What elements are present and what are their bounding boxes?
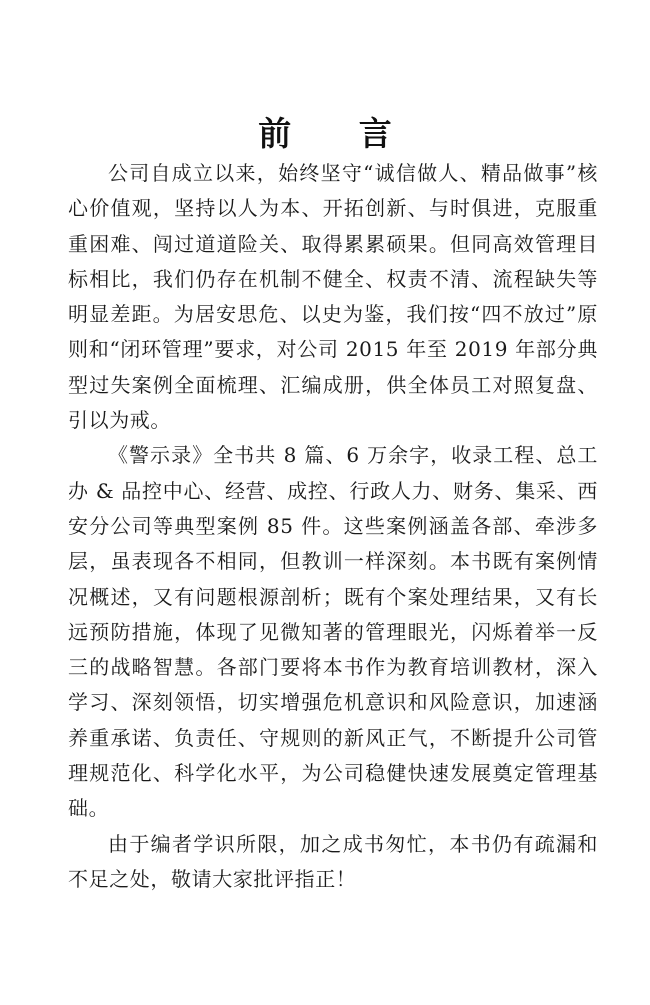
page-title: 前 言 [258,114,420,153]
paragraph-closing: 由于编者学识所限，加之成书匆忙，本书仍有疏漏和不足之处，敬请大家批评指正！ [68,831,598,891]
body-text [68,156,598,897]
paragraph-intro: 公司自成立以来，始终坚守“诚信做人、精品做事”核心价值观，坚持以人为本、开拓创新、与时俱进，克服重重困难、闯过道道险关、取得累累硕果。但同高效管理目标相比，我们仍存在机制不健全、权责不清、流程缺失等明显差距。为居安思危、以史为鉴，我们按“四不放过”原则和“闭环管理”要求，对公司 2015 年至 2019 年部分典型过失案例全面梳理、汇编成册，供全体员工对照复盘、引以为戒。 [68,161,598,433]
paragraph-contents: 《警示录》全书共 8 篇、6 万余字，收录工程、总工办 & 品控中心、经营、成控、行政人力、财务、集采、西安分公司等典型案例 85 件。这些案例涵盖各部、牵涉多层，虽表现各不相同，但教训一样深刻。本书既有案例情况概述，又有问题根源剖析；既有个案处理结果，又有长远预防措施，体现了见微知著的管理眼光，闪烁着举一反三的战略智慧。各部门要将本书作为教育培训教材，深入学习、深刻领悟，切实增强危机意识和风险意识，加速涵养重承诺、负责任、守规则的新风正气，不断提升公司管理规范化、科学化水平，为公司稳健快速发展奠定管理基础。 [68,443,598,821]
